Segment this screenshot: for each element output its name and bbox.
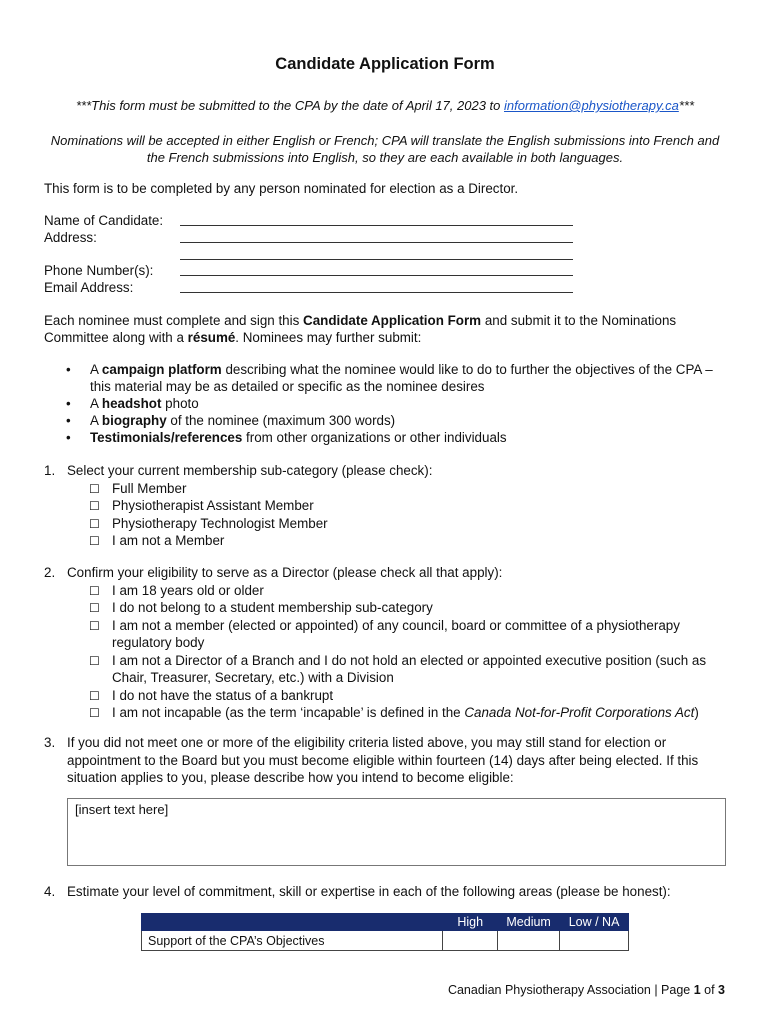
eligibility-option[interactable] bbox=[89, 617, 724, 652]
membership-option[interactable] bbox=[89, 497, 724, 515]
bullet-bold: biography bbox=[101, 413, 167, 428]
question-2-text: Confirm your eligibility to serve as a Director (please check all that apply): bbox=[67, 565, 503, 580]
option-label: Physiotherapy Technologist Member bbox=[112, 515, 328, 531]
table-header-blank bbox=[142, 914, 443, 931]
checkbox-icon[interactable]: ☐ bbox=[89, 516, 100, 531]
membership-option[interactable] bbox=[89, 532, 724, 550]
list-item bbox=[66, 395, 728, 412]
option-label: I am 18 years old or older bbox=[112, 582, 264, 598]
checkbox-icon[interactable]: ☐ bbox=[89, 706, 100, 720]
bullet-bold: Testimonials/references bbox=[90, 430, 243, 445]
column-header-low: Low / NA bbox=[560, 914, 629, 931]
email-field[interactable] bbox=[180, 292, 573, 293]
question-number: 3. bbox=[44, 735, 56, 750]
submission-text-3: . Nominees may further submit: bbox=[235, 330, 422, 345]
bullet-bold: headshot bbox=[101, 396, 162, 411]
address-field-line-2[interactable] bbox=[180, 259, 573, 260]
rating-cell-high[interactable] bbox=[443, 931, 498, 951]
eligibility-option[interactable] bbox=[89, 687, 724, 705]
list-item bbox=[66, 412, 728, 429]
option-label: I am not a member (elected or appointed) of any council, board or committee of a physiotherapy regulatory body bbox=[112, 617, 680, 650]
bullet-text: photo bbox=[161, 396, 199, 411]
notice-text: ***This form must be submitted to the CPA by the date of April 17, 2023 to bbox=[75, 98, 504, 113]
membership-option[interactable] bbox=[89, 515, 724, 533]
question-1 bbox=[44, 462, 724, 550]
rating-cell-low[interactable] bbox=[560, 931, 629, 951]
question-4 bbox=[44, 883, 724, 901]
option-label: Physiotherapist Assistant Member bbox=[112, 498, 314, 513]
checkbox-icon[interactable]: ☐ bbox=[89, 481, 100, 496]
list-item bbox=[66, 429, 728, 446]
phone-label: Phone Number(s): bbox=[44, 263, 154, 278]
page-footer bbox=[448, 983, 725, 997]
textbox-placeholder: [insert text here] bbox=[75, 802, 169, 817]
option-label: ) bbox=[694, 705, 699, 720]
option-label: I am not incapable (as the term ‘incapable’ is defined in the bbox=[112, 705, 465, 720]
bullet-icon: • bbox=[66, 362, 71, 377]
bullet-text: describing what the nominee would like to do to further the objectives of the CPA – this material may be as detailed or specific as the nominee desires bbox=[90, 362, 713, 394]
language-note: Nominations will be accepted in either English or French; CPA will translate the English submissions into French and the French submissions into English, so they are each available in both languages. bbox=[50, 133, 720, 165]
bullet-text: of the nominee (maximum 300 words) bbox=[166, 413, 396, 428]
eligibility-option[interactable] bbox=[89, 652, 724, 687]
checkbox-icon[interactable]: ☐ bbox=[89, 653, 100, 668]
checkbox-icon[interactable]: ☐ bbox=[89, 534, 100, 548]
table-header-row bbox=[142, 914, 629, 931]
option-label: I am not a Director of a Branch and I do not hold an elected or appointed executive position (such as Chair, Treasurer, Secretary, etc.) with a Division bbox=[112, 652, 707, 685]
submission-text-2: and submit it to the Nominations Committee along with a bbox=[44, 313, 677, 345]
address-label: Address: bbox=[44, 230, 97, 245]
contact-email-link[interactable]: information@physiotherapy.ca bbox=[504, 98, 679, 113]
bullet-icon: • bbox=[66, 413, 71, 428]
eligibility-option[interactable] bbox=[89, 599, 724, 617]
checkbox-icon[interactable]: ☐ bbox=[89, 618, 100, 633]
rating-cell-medium[interactable] bbox=[498, 931, 560, 951]
email-label: Email Address: bbox=[44, 280, 134, 295]
candidate-name-label: Name of Candidate: bbox=[44, 213, 164, 228]
table-row bbox=[142, 931, 629, 951]
question-2 bbox=[44, 564, 724, 722]
candidate-name-row bbox=[44, 213, 584, 230]
checkbox-icon[interactable]: ☐ bbox=[89, 601, 100, 615]
checkbox-icon[interactable]: ☐ bbox=[89, 583, 100, 598]
bullet-text: A bbox=[90, 396, 102, 411]
email-row bbox=[44, 280, 584, 297]
area-label: Support of the CPA’s Objectives bbox=[142, 931, 443, 951]
bullet-icon: • bbox=[66, 396, 71, 411]
option-label: I am not a Member bbox=[112, 533, 225, 548]
checkbox-icon[interactable]: ☐ bbox=[89, 499, 100, 513]
submission-bold-form-name: Candidate Application Form bbox=[303, 313, 482, 328]
eligibility-option[interactable] bbox=[89, 582, 724, 600]
address-field-line-1[interactable] bbox=[180, 242, 573, 243]
question-3-text: If you did not meet one or more of the eligibility criteria listed above, you may still stand for election or appointment to the Board but you must become eligible within fourteen (14) days after being elected. If this situation applies to you, please describe how you intend to become eligible: bbox=[67, 735, 699, 785]
submission-bold-resume: résumé bbox=[187, 330, 236, 345]
option-label: I do not belong to a student membership sub-category bbox=[112, 600, 433, 615]
question-number: 2. bbox=[44, 565, 56, 580]
bullet-text: A bbox=[90, 413, 102, 428]
bullet-text: from other organizations or other individuals bbox=[242, 430, 507, 445]
commitment-rating-table bbox=[141, 913, 629, 951]
footer-org: Canadian Physiotherapy Association | Page bbox=[447, 983, 694, 997]
question-3 bbox=[44, 734, 724, 787]
column-header-high: High bbox=[443, 914, 498, 931]
list-item bbox=[66, 361, 728, 395]
notice-suffix: *** bbox=[678, 98, 695, 113]
eligibility-plan-textbox[interactable] bbox=[67, 798, 726, 866]
bullet-icon: • bbox=[66, 430, 71, 445]
checkbox-icon[interactable]: ☐ bbox=[89, 688, 100, 703]
membership-options bbox=[89, 480, 724, 550]
column-header-medium: Medium bbox=[498, 914, 560, 931]
phone-field[interactable] bbox=[180, 275, 573, 276]
act-title: Canada Not-for-Profit Corporations Act bbox=[464, 705, 695, 720]
bullet-text: A bbox=[90, 362, 102, 377]
candidate-name-field[interactable] bbox=[180, 225, 573, 226]
question-number: 1. bbox=[44, 463, 56, 478]
intro-text: This form is to be completed by any person nominated for election as a Director. bbox=[44, 181, 519, 196]
page-title: Candidate Application Form bbox=[275, 55, 495, 73]
phone-row bbox=[44, 263, 584, 280]
submission-text-1: Each nominee must complete and sign this bbox=[44, 313, 304, 328]
address-row-2 bbox=[44, 247, 584, 264]
bullet-bold: campaign platform bbox=[101, 362, 222, 377]
membership-option[interactable] bbox=[89, 480, 724, 498]
address-row bbox=[44, 230, 584, 247]
submission-instructions bbox=[44, 312, 724, 346]
option-label: I do not have the status of a bankrupt bbox=[112, 687, 334, 703]
question-4-text: Estimate your level of commitment, skill or expertise in each of the following areas (please be honest): bbox=[67, 884, 671, 899]
footer-of: of bbox=[700, 983, 719, 997]
eligibility-options bbox=[89, 582, 724, 722]
submission-deadline-notice bbox=[0, 98, 770, 113]
question-1-text: Select your current membership sub-category (please check): bbox=[67, 463, 433, 478]
optional-materials-list bbox=[66, 361, 728, 446]
eligibility-option[interactable] bbox=[89, 704, 724, 722]
footer-page-number: 1 bbox=[693, 983, 701, 997]
option-label: Full Member bbox=[112, 480, 187, 496]
question-number: 4. bbox=[44, 884, 56, 899]
footer-page-total: 3 bbox=[718, 983, 725, 997]
